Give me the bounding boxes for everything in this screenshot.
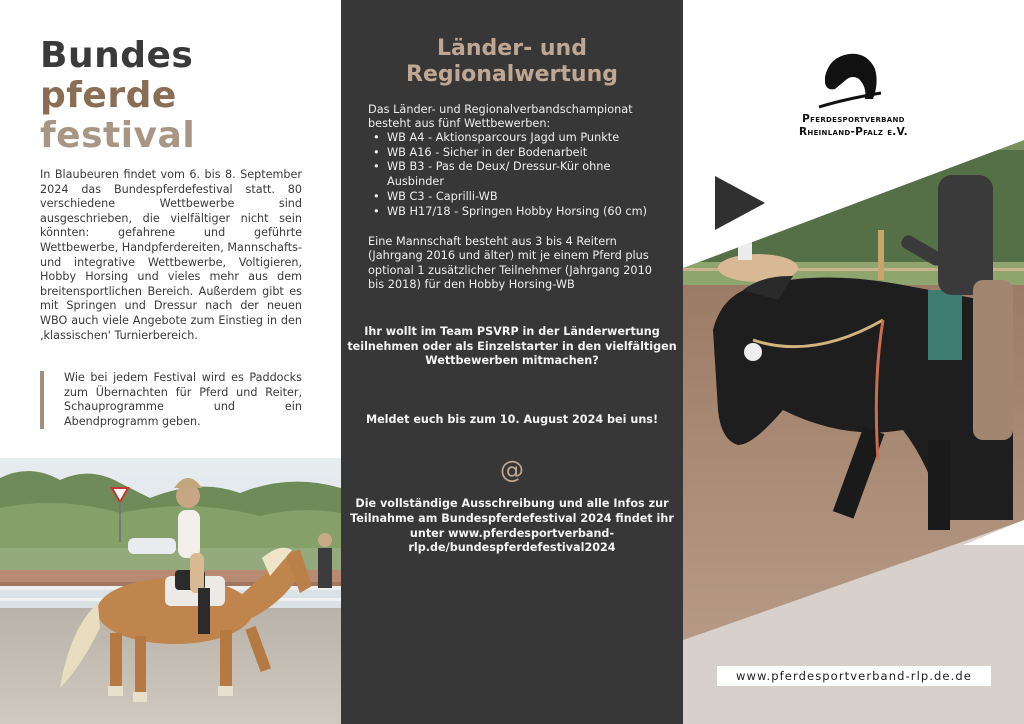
middle-panel bbox=[341, 0, 683, 724]
list-item: • WB B3 - Pas de Deux/ Dressur-Kür ohne Ausbinder bbox=[368, 160, 663, 189]
section-title-line-2: Regionalwertung bbox=[406, 62, 618, 87]
section-title bbox=[341, 36, 683, 88]
title-line-2: pferde bbox=[40, 75, 177, 116]
horse-logo-icon bbox=[815, 49, 885, 109]
title-line-3: festival bbox=[40, 115, 196, 156]
competition-list bbox=[368, 131, 663, 219]
section-title-line-1: Länder- und bbox=[437, 36, 587, 61]
call-to-action: Ihr wollt im Team PSVRP in der Länderwertung teilnehmen oder als Einzelstarter in den vielfältigen Wettbewerben mitmachen? bbox=[347, 325, 677, 368]
page-title bbox=[40, 36, 195, 156]
info-link-text[interactable]: Die vollständige Ausschreibung und alle Infos zur Teilnahme am Bundespferdefestival 2024 findet ihr unter www.pferdesportverband-rlp.de/bundespferdefestival2024 bbox=[350, 497, 674, 555]
left-panel bbox=[0, 0, 341, 724]
organization-name bbox=[683, 113, 1024, 139]
registration-deadline: Meldet euch bis zum 10. August 2024 bei uns! bbox=[365, 413, 659, 426]
at-icon: @ bbox=[500, 456, 524, 484]
website-link[interactable]: www.pferdesportverband-rlp.de.de bbox=[717, 666, 991, 686]
championship-lead: Das Länder- und Regionalverbandschampionat besteht aus fünf Wettbewerben: bbox=[368, 103, 633, 131]
list-item: • WB C3 - Caprilli-WB bbox=[368, 190, 663, 205]
festival-quote: Wie bei jedem Festival wird es Paddocks zum Übernachten für Pferd und Reiter, Schauprogramme und ein Abendprogramm geben. bbox=[40, 371, 302, 429]
title-line-1: Bundes bbox=[40, 35, 194, 76]
list-item: • WB A16 - Sicher in der Bodenarbeit bbox=[368, 146, 663, 161]
right-panel bbox=[683, 0, 1024, 724]
intro-paragraph: In Blaubeuren findet vom 6. bis 8. September 2024 das Bundespferdefestival statt. 80 verschiedene Wettbewerbe sind ausgeschrieben, die vielfältiger nicht sein könnten: gefahrene und geführte Wettbewerbe, Handpferdereiten, Mannschafts- und integrative Wettbewerbe, Voltigieren, Hobby Horsing und vieles mehr aus dem breitensportlichen Bereich. Außerdem gibt es mit Springen und Dressur nach der neuen WBO auch viele Angebote zum Einstieg in den ‚klassischen' Turnierbereich. bbox=[40, 168, 302, 342]
list-item: • WB H17/18 - Springen Hobby Horsing (60 cm) bbox=[368, 205, 663, 220]
list-item: • WB A4 - Aktionsparcours Jagd um Punkte bbox=[368, 131, 663, 146]
organization-name-line-1: Pferdesportverband bbox=[802, 113, 905, 125]
organization-name-line-2: Rheinland-Pfalz e.V. bbox=[799, 126, 908, 138]
team-description: Eine Mannschaft besteht aus 3 bis 4 Reitern (Jahrgang 2016 und älter) mit je einem Pferd plus optional 1 zusätzlicher Teilnehmer (Jahrgang 2010 bis 2018) für den Hobby Horsing-WB bbox=[368, 235, 652, 292]
haflinger-rider-photo bbox=[0, 458, 341, 724]
